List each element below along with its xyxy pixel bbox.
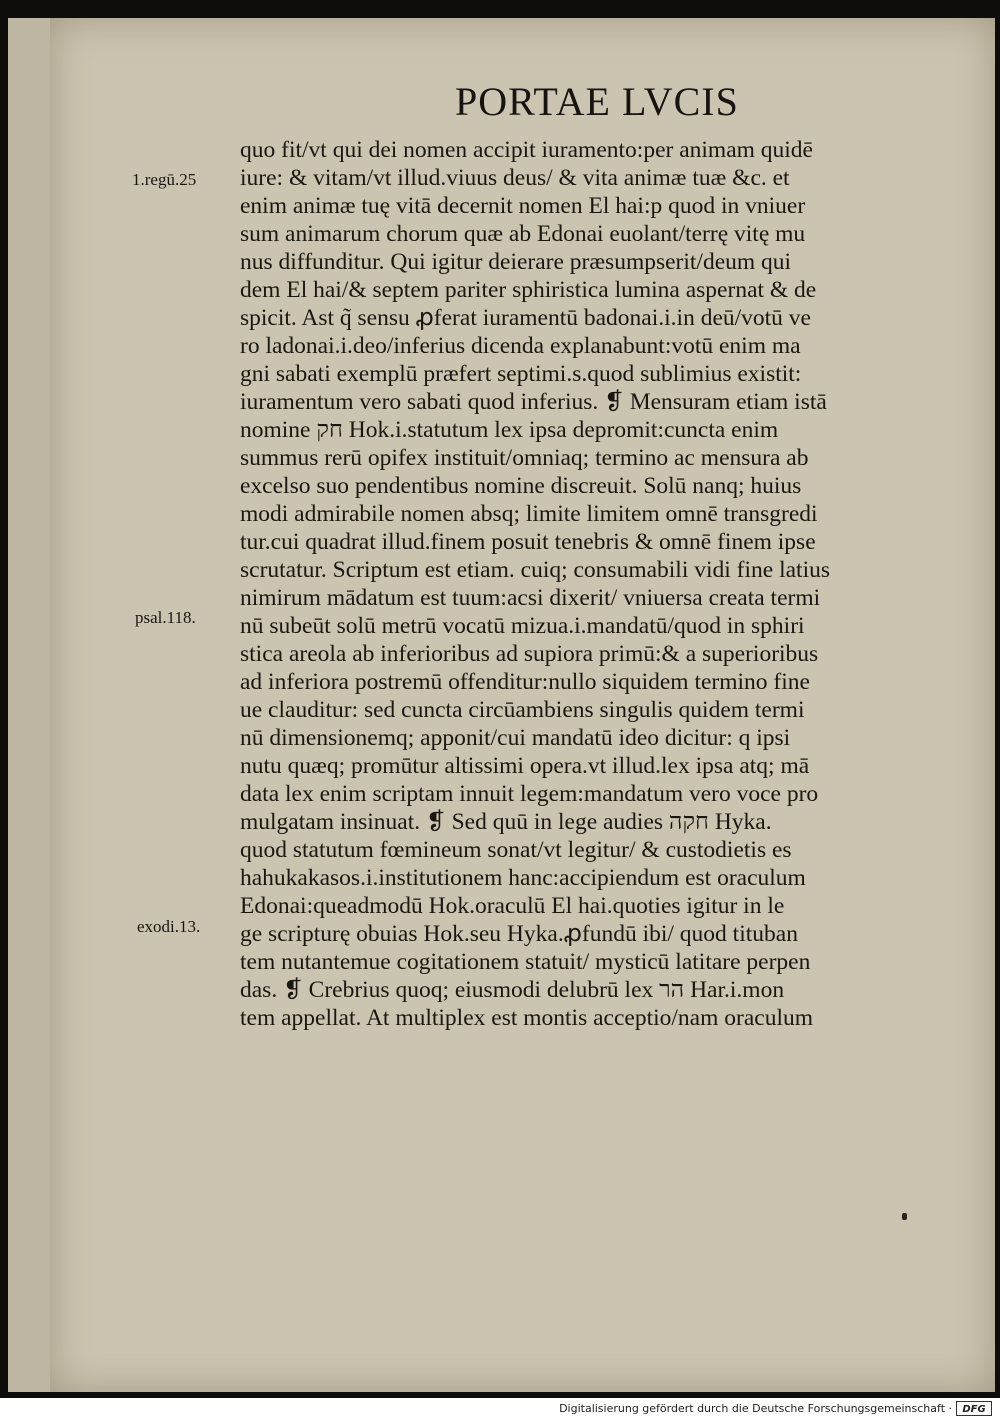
text-line: scrutatur. Scriptum est etiam. cuiq; consumabili vidi fine latius — [240, 557, 831, 583]
text-line: nomine חק Hok.i.statutum lex ipsa depromit:cuncta enim — [240, 417, 779, 443]
ink-speck — [902, 1213, 907, 1220]
text-line: stica areola ab inferioribus ad supiora primū:& a superioribus — [240, 641, 819, 667]
text-line: ad inferiora postremū offenditur:nullo siquidem termino fine — [240, 669, 810, 695]
footer-credit: Digitalisierung gefördert durch die Deutsche Forschungsgemeinschaft · — [559, 1402, 952, 1415]
text-line: nutu quæq; promūtur altissimi opera.vt illud.lex ipsa atq; mā — [240, 753, 810, 779]
text-line: summus rerū opifex instituit/omniaq; termino ac mensura ab — [240, 445, 809, 471]
text-line: das. ❡ Crebrius quoq; eiusmodi delubrū lex הר Har.i.mon — [240, 977, 785, 1003]
text-line: gni sabati exemplū præfert septimi.s.quod sublimius existit: — [240, 361, 802, 387]
text-line: enim animæ tuę vitā decernit nomen El hai:p quod in vniuer — [240, 193, 806, 219]
margin-note: exodi.13. — [137, 917, 201, 936]
dfg-logo: DFG — [956, 1401, 992, 1416]
text-line: nimirum mādatum est tuum:acsi dixerit/ vniuersa creata termi — [240, 585, 821, 611]
text-line: iure: & vitam/vt illud.viuus deus/ & vita animæ tuæ &c. et — [240, 165, 790, 191]
text-line: quod statutum fœmineum sonat/vt legitur/ & custodietis es — [240, 837, 792, 863]
margin-note: 1.regū.25 — [132, 170, 197, 189]
text-line: mulgatam insinuat. ❡ Sed quū in lege audies חקה Hyka. — [240, 809, 772, 835]
text-line: data lex enim scriptam innuit legem:mandatum vero voce pro — [240, 781, 819, 807]
text-line: ge scripturę obuias Hok.seu Hyka.ꝓfundū ibi/ quod tituban — [240, 921, 798, 947]
text-line: Edonai:queadmodū Hok.oraculū El hai.quoties igitur in le — [240, 893, 785, 919]
text-line: nū subeūt solū metrū vocatū mizua.i.mandatū/quod in sphiri — [240, 613, 805, 639]
margin-note: psal.118. — [135, 608, 196, 627]
text-line: iuramentum vero sabati quod inferius. ❡ Mensuram etiam istā — [240, 389, 827, 415]
text-line: ue clauditur: sed cuncta circūambiens singulis quidem termi — [240, 697, 805, 723]
text-line: ro ladonai.i.deo/inferius dicenda explanabunt:votū enim ma — [240, 333, 801, 359]
text-line: tur.cui quadrat illud.finem posuit tenebris & omnē finem ipse — [240, 529, 816, 555]
text-line: hahukakasos.i.institutionem hanc:accipiendum est oraculum — [240, 865, 806, 891]
text-line: tem appellat. At multiplex est montis acceptio/nam oraculum — [240, 1005, 813, 1031]
body-text — [240, 136, 950, 1032]
text-line: quo fit/vt qui dei nomen accipit iuramento:per animam quidē — [240, 137, 813, 163]
page-edge — [8, 18, 50, 1392]
text-line: excelso suo pendentibus nomine discreuit. Solū nanq; huius — [240, 473, 802, 499]
text-line: modi admirabile nomen absq; limite limitem omnē transgredi — [240, 501, 818, 527]
text-line: tem nutantemue cogitationem statuit/ mysticū latitare perpen — [240, 949, 811, 975]
text-line: spicit. Ast q̃ sensu ꝓferat iuramentū badonai.i.in deū/votū ve — [240, 305, 811, 331]
text-line: nū dimensionemq; apponit/cui mandatū ideo dicitur: q ipsi — [240, 725, 791, 751]
running-head: PORTAE LVCIS — [455, 79, 739, 124]
text-line: nus diffunditur. Qui igitur deierare præsumpserit/deum qui — [240, 249, 792, 275]
text-line: sum animarum chorum quæ ab Edonai euolant/terrę vitę mu — [240, 221, 806, 247]
text-line: dem El hai/& septem pariter sphiristica lumina aspernat & de — [240, 277, 817, 303]
